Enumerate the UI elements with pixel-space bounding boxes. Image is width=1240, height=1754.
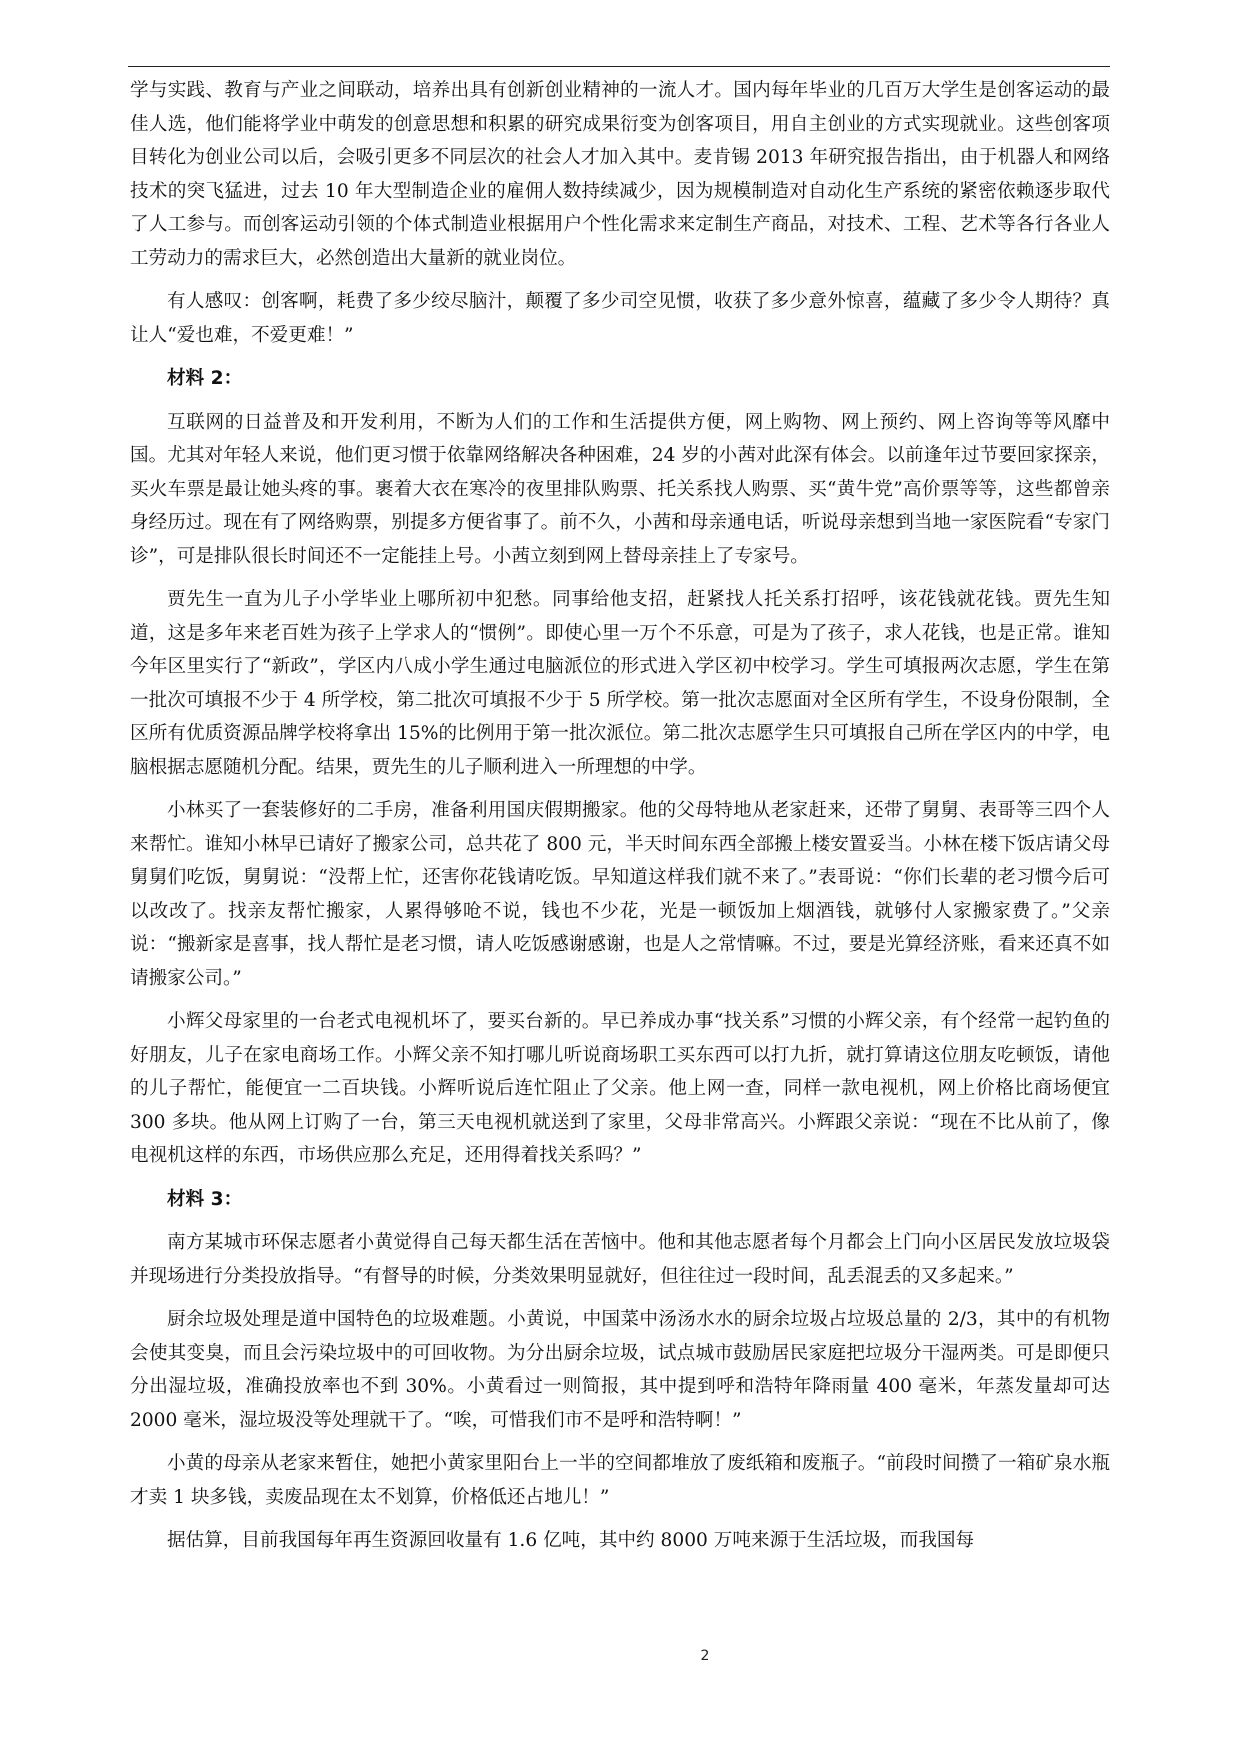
section-heading-material-3: 材料 3： [167,1188,243,1210]
header-rule [128,66,1110,67]
paragraph-2: 有人感叹：创客啊，耗费了多少绞尽脑汁，颠覆了多少司空见惯，收获了多少意外惊喜，蕴藏了多少令人期待？真让人“爱也难，不爱更难！” [130,291,1110,346]
paragraph-3: 互联网的日益普及和开发利用，不断为人们的工作和生活提供方便，网上购物、网上预约、网上咨询等等风靡中国。尤其对年轻人来说，他们更习惯于依靠网络解决各种困难，24 岁的小茜对此深有体会。以前逢年过节要回家探亲，买火车票是最让她头疼的事。裹着大衣在寒冷的夜里排队购票、托关系找人购票、买“黄牛党”高价票等等，这些都曾亲身经历过。现在有了网络购票，别提多方便省事了。前不久，小茜和母亲通电话，听说母亲想到当地一家医院看“专家门诊”，可是排队很长时间还不一定能挂上号。小茜立刻到网上替母亲挂上了专家号。 [130,411,1110,567]
paragraph-8: 厨余垃圾处理是道中国特色的垃圾难题。小黄说，中国菜中汤汤水水的厨余垃圾占垃圾总量的 2/3，其中的有机物会使其变臭，而且会污染垃圾中的可回收物。为分出厨余垃圾，试点城市鼓励居民家庭把垃圾分干湿两类。可是即便只分出湿垃圾，准确投放率也不到 30%。小黄看过一则简报，其中提到呼和浩特年降雨量 400 毫米，年蒸发量却可达 2000 毫米，湿垃圾没等处理就干了。“唉，可惜我们市不是呼和浩特啊！” [130,1309,1110,1431]
paragraph-1: 学与实践、教育与产业之间联动，培养出具有创新创业精神的一流人才。国内每年毕业的几百万大学生是创客运动的最佳人选，他们能将学业中萌发的创意思想和积累的研究成果衍变为创客项目，用自主创业的方式实现就业。这些创客项目转化为创业公司以后，会吸引更多不同层次的社会人才加入其中。麦肯锡 2013 年研究报告指出，由于机器人和网络技术的突飞猛进，过去 10 年大型制造企业的雇佣人数持续减少，因为规模制造对自动化生产系统的紧密依赖逐步取代了人工参与。而创客运动引领的个体式制造业根据用户个性化需求来定制生产商品，对技术、工程、艺术等各行各业人工劳动力的需求巨大，必然创造出大量新的就业岗位。 [130,80,1110,269]
paragraph-5: 小林买了一套装修好的二手房，准备利用国庆假期搬家。他的父母特地从老家赶来，还带了舅舅、表哥等三四个人来帮忙。谁知小林早已请好了搬家公司，总共花了 800 元，半天时间东西全部搬上楼安置妥当。小林在楼下饭店请父母舅舅们吃饭，舅舅说：“没帮上忙，还害你花钱请吃饭。早知道这样我们就不来了。”表哥说：“你们长辈的老习惯今后可以改改了。找亲友帮忙搬家，人累得够呛不说，钱也不少花，光是一顿饭加上烟酒钱，就够付人家搬家费了。”父亲说：“搬新家是喜事，找人帮忙是老习惯，请人吃饭感谢感谢，也是人之常情嘛。不过，要是光算经济账，看来还真不如请搬家公司。” [130,800,1110,989]
paragraph-9: 小黄的母亲从老家来暂住，她把小黄家里阳台上一半的空间都堆放了废纸箱和废瓶子。“前段时间攒了一箱矿泉水瓶才卖 1 块多钱，卖废品现在太不划算，价格低还占地儿！” [130,1453,1110,1508]
paragraph-4: 贾先生一直为儿子小学毕业上哪所初中犯愁。同事给他支招，赶紧找人托关系打招呼，该花钱就花钱。贾先生知道，这是多年来老百姓为孩子上学求人的“惯例”。即使心里一万个不乐意，可是为了孩子，求人花钱，也是正常。谁知今年区里实行了“新政”，学区内八成小学生通过电脑派位的形式进入学区初中校学习。学生可填报两次志愿，学生在第一批次可填报不少于 4 所学校，第二批次可填报不少于 5 所学校。第一批次志愿面对全区所有学生，不设身份限制，全区所有优质资源品牌学校将拿出 15%的比例用于第一批次派位。第二批次志愿学生只可填报自己所在学区内的中学，电脑根据志愿随机分配。结果，贾先生的儿子顺利进入一所理想的中学。 [130,589,1110,778]
section-heading-material-2: 材料 2： [167,368,243,389]
paragraph-7: 南方某城市环保志愿者小黄觉得自己每天都生活在苦恼中。他和其他志愿者每个月都会上门向小区居民发放垃圾袋并现场进行分类投放指导。“有督导的时候，分类效果明显就好，但往往过一段时间，乱丢混丢的又多起来。” [130,1232,1110,1287]
page-number: 2 [700,1648,710,1664]
paragraph-6: 小辉父母家里的一台老式电视机坏了，要买台新的。早已养成办事“找关系”习惯的小辉父亲，有个经常一起钓鱼的好朋友，儿子在家电商场工作。小辉父亲不知打哪儿听说商场职工买东西可以打九折，就打算请这位朋友吃顿饭，请他的儿子帮忙，能便宜一二百块钱。小辉听说后连忙阻止了父亲。他上网一查，同样一款电视机，网上价格比商场便宜 300 多块。他从网上订购了一台，第三天电视机就送到了家里，父母非常高兴。小辉跟父亲说：“现在不比从前了，像电视机这样的东西，市场供应那么充足，还用得着找关系吗？” [130,1011,1110,1166]
paragraph-10: 据估算，目前我国每年再生资源回收量有 1.6 亿吨，其中约 8000 万吨来源于生活垃圾，而我国每 [167,1530,975,1551]
page-content [130,74,1110,1568]
